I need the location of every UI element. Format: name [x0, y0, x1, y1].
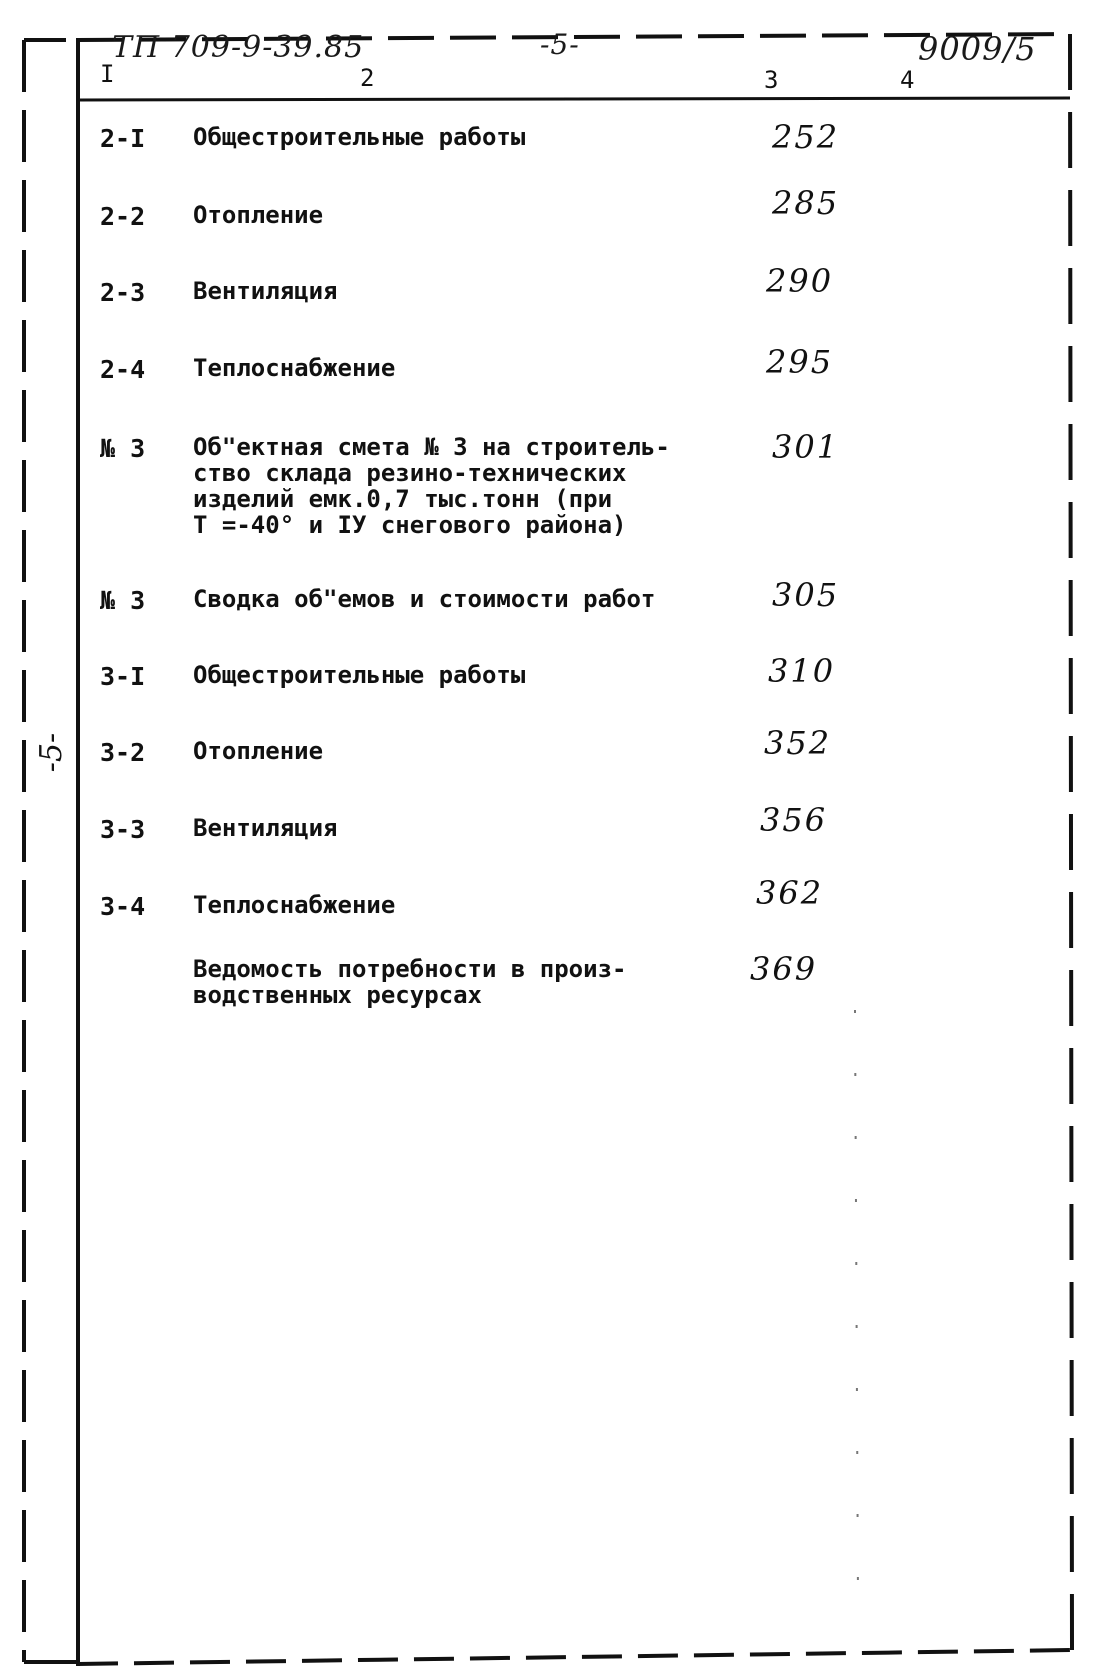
row-page: 295 [766, 343, 834, 381]
row-code: 3-2 [100, 738, 146, 767]
row-page: 352 [764, 724, 832, 762]
row-code: № 3 [100, 434, 146, 463]
col-number-3: 3 [764, 66, 779, 94]
row-title: Вентиляция [193, 277, 338, 305]
row-code: 3-I [100, 662, 146, 691]
col-number-1: I [100, 60, 115, 88]
row-code: 3-4 [100, 892, 146, 921]
row-code: 2-2 [100, 202, 146, 231]
row-page: 285 [772, 184, 840, 222]
row-code: 2-3 [100, 278, 146, 307]
row-page: 252 [772, 118, 840, 156]
row-code: 2-4 [100, 355, 146, 384]
row-page: 369 [750, 950, 818, 988]
row-page: 305 [772, 576, 840, 614]
row-title: Отопление [193, 737, 324, 765]
row-title: Общестроительные работы [193, 123, 526, 151]
row-title: Сводка об"емов и стоимости работ [193, 585, 656, 613]
row-title: Теплоснабжение [193, 354, 396, 382]
row-title: Об"ектная смета № 3 на строитель- ство склада резино-технических изделий емк.0,7 тыс.тонн (при Т =-40° и IУ снегового района) [193, 433, 670, 539]
row-title: Ведомость потребности в произ- водственных ресурсах [193, 955, 627, 1009]
row-title: Отопление [193, 201, 324, 229]
row-page: 290 [766, 262, 834, 300]
row-code: 2-I [100, 124, 146, 153]
row-title: Теплоснабжение [193, 891, 396, 919]
row-title: Общестроительные работы [193, 661, 526, 689]
doc-code: ТП 709-9-39.85 [112, 30, 365, 65]
archive-number: 9009/5 [918, 30, 1037, 68]
row-page: 356 [760, 801, 828, 839]
row-page: 362 [756, 874, 824, 912]
col-number-2: 2 [360, 64, 375, 92]
row-code: № 3 [100, 586, 146, 615]
col-number-4: 4 [900, 66, 915, 94]
row-title: Вентиляция [193, 814, 338, 842]
page-marker: -5- [540, 28, 580, 61]
row-page: 301 [772, 428, 840, 466]
side-page-mark: -5- [34, 732, 70, 773]
row-page: 310 [768, 652, 836, 690]
row-code: 3-3 [100, 815, 146, 844]
